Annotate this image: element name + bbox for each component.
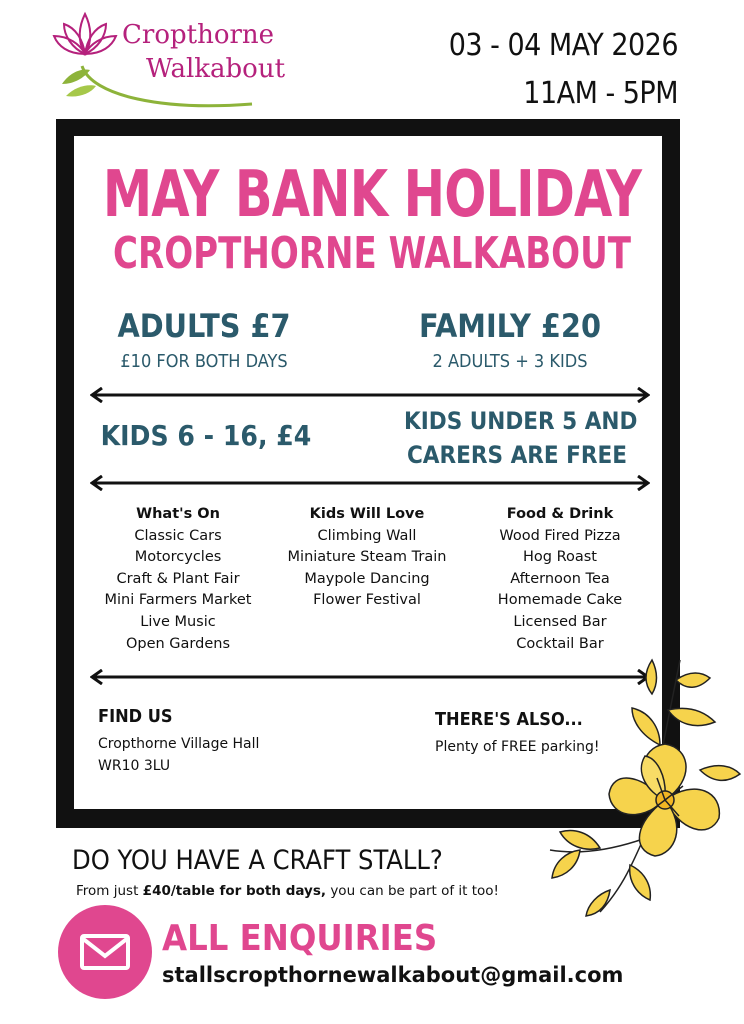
list-item: Open Gardens — [125, 635, 231, 652]
title-line-2: CROPTHORNE WALKABOUT — [113, 228, 631, 279]
list-item: Cocktail Bar — [516, 635, 604, 652]
craft-note-pre: From just — [76, 883, 143, 899]
mail-icon — [58, 905, 152, 999]
flower-decoration-icon — [540, 650, 744, 920]
kids-will-love-column — [267, 504, 467, 612]
enquiries-heading: ALL ENQUIRIES — [162, 918, 438, 959]
list-item: Homemade Cake — [497, 592, 623, 609]
list-item: Miniature Steam Train — [287, 549, 447, 566]
food-drink-column — [460, 504, 660, 655]
craft-note-price: £40/table for both days, — [142, 883, 327, 899]
logo-text-cropthorne: Cropthorne — [122, 20, 275, 50]
kids-price: KIDS 6 - 16, £4 — [100, 419, 312, 452]
list-item: Wood Fired Pizza — [499, 527, 621, 544]
whats-on-heading: What's On — [136, 506, 220, 522]
list-item: Motorcycles — [134, 549, 222, 566]
craft-note-post: you can be part of it too! — [326, 883, 499, 899]
enquiries-email[interactable]: stallscropthornewalkabout@gmail.com — [162, 963, 624, 987]
divider-arrow — [90, 475, 650, 491]
event-dates: 03 - 04 MAY 2026 — [448, 28, 678, 63]
craft-stall-note — [76, 883, 499, 899]
title-line-1: MAY BANK HOLIDAY — [102, 158, 642, 232]
list-item: Licensed Bar — [513, 613, 607, 630]
divider-arrow — [90, 387, 650, 403]
under5-line-1: KIDS UNDER 5 AND — [404, 407, 638, 435]
list-item: Live Music — [140, 613, 216, 630]
adults-price-note: £10 FOR BOTH DAYS — [120, 351, 288, 372]
list-item: Mini Farmers Market — [104, 592, 252, 609]
also-parking: Plenty of FREE parking! — [435, 739, 600, 755]
list-item: Hog Roast — [522, 549, 597, 566]
kids-will-love-heading: Kids Will Love — [309, 506, 425, 522]
also-heading: THERE'S ALSO... — [435, 709, 583, 730]
venue-postcode: WR10 3LU — [98, 758, 171, 774]
list-item: Climbing Wall — [317, 527, 417, 544]
list-item: Craft & Plant Fair — [116, 570, 240, 587]
adults-price: ADULTS £7 — [117, 307, 291, 345]
list-item: Afternoon Tea — [510, 570, 610, 587]
family-price-note: 2 ADULTS + 3 KIDS — [432, 351, 588, 372]
mail-circle — [58, 905, 152, 999]
under5-line-2: CARERS ARE FREE — [406, 441, 628, 469]
list-item: Flower Festival — [313, 592, 421, 609]
find-us-heading: FIND US — [98, 706, 173, 727]
venue-name: Cropthorne Village Hall — [98, 736, 260, 752]
logo — [52, 6, 286, 110]
list-item: Classic Cars — [134, 527, 222, 544]
whats-on-column — [78, 504, 278, 655]
food-drink-heading: Food & Drink — [506, 506, 614, 522]
event-times: 11AM - 5PM — [523, 76, 678, 111]
list-item: Maypole Dancing — [304, 570, 430, 587]
craft-stall-heading: DO YOU HAVE A CRAFT STALL? — [72, 845, 443, 876]
logo-text-walkabout: Walkabout — [146, 54, 286, 84]
family-price: FAMILY £20 — [419, 307, 601, 345]
